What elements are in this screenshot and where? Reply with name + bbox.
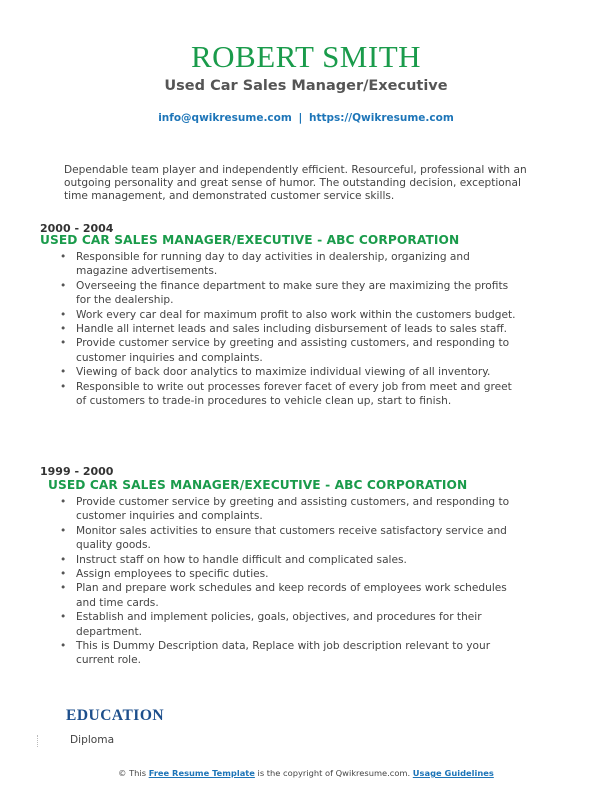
contact-line (0, 111, 612, 125)
candidate-name: ROBERT SMITH (190, 39, 422, 74)
list-item: • Responsible to write out processes forever facet of every job from meet and greet of customers to trade-in procedures to vehicle clean up, start to finish. (76, 380, 516, 409)
email-link[interactable]: info@qwikresume.com (158, 112, 292, 124)
list-item: • Plan and prepare work schedules and keep records of employees work schedules and time cards. (76, 581, 516, 610)
education-heading: EDUCATION (66, 707, 165, 724)
education-item: Diploma (70, 734, 115, 746)
experience-2-dates: 1999 - 2000 (40, 465, 114, 478)
list-item: • Viewing of back door analytics to maximize individual viewing of all inventory. (76, 365, 516, 379)
job-title: Used Car Sales Manager/Executive (164, 78, 448, 94)
list-item: • Overseeing the finance department to make sure they are maximizing the profits for the dealership. (76, 279, 516, 308)
experience-1-bullets (58, 250, 516, 408)
list-item: • Work every car deal for maximum profit to also work within the customers budget. (76, 308, 516, 322)
list-item: • Establish and implement policies, goals, objectives, and procedures for their department. (76, 610, 516, 639)
footer-middle: is the copyright of Qwikresume.com. (257, 768, 411, 778)
experience-2-bullets (58, 495, 516, 668)
list-item: • Provide customer service by greeting and assisting customers, and responding to customer inquiries and complaints. (76, 495, 516, 524)
contact-separator: | (298, 112, 303, 124)
list-item: • This is Dummy Description data, Replace with job description relevant to your current role. (76, 639, 516, 668)
list-item: • Instruct staff on how to handle difficult and complicated sales. (76, 553, 516, 567)
list-item: • Monitor sales activities to ensure that customers receive satisfactory service and quality goods. (76, 524, 516, 553)
website-link[interactable]: https://Qwikresume.com (308, 112, 454, 124)
experience-1-dates: 2000 - 2004 (40, 222, 114, 235)
footer-prefix: © This (118, 768, 147, 778)
education-divider (37, 735, 40, 747)
experience-1-title: USED CAR SALES MANAGER/EXECUTIVE - ABC CORPORATION (40, 233, 460, 247)
list-item: • Responsible for running day to day activities in dealership, organizing and magazine advertisements. (76, 250, 516, 279)
list-item: • Provide customer service by greeting and assisting customers, and responding to customer inquiries and complaints. (76, 336, 516, 365)
usage-guidelines-link[interactable]: Usage Guidelines (412, 768, 494, 778)
free-resume-template-link[interactable]: Free Resume Template (148, 768, 255, 778)
list-item: • Assign employees to specific duties. (76, 567, 516, 581)
experience-2-title: USED CAR SALES MANAGER/EXECUTIVE - ABC CORPORATION (48, 478, 468, 492)
summary-paragraph: Dependable team player and independently efficient. Resourceful, professional with an outgoing personality and great sense of humor. The outstanding decision, exceptional time management, and demonstrated customer service skills. (64, 164, 527, 202)
footer (0, 768, 612, 778)
list-item: • Handle all internet leads and sales including disbursement of leads to sales staff. (76, 322, 516, 336)
